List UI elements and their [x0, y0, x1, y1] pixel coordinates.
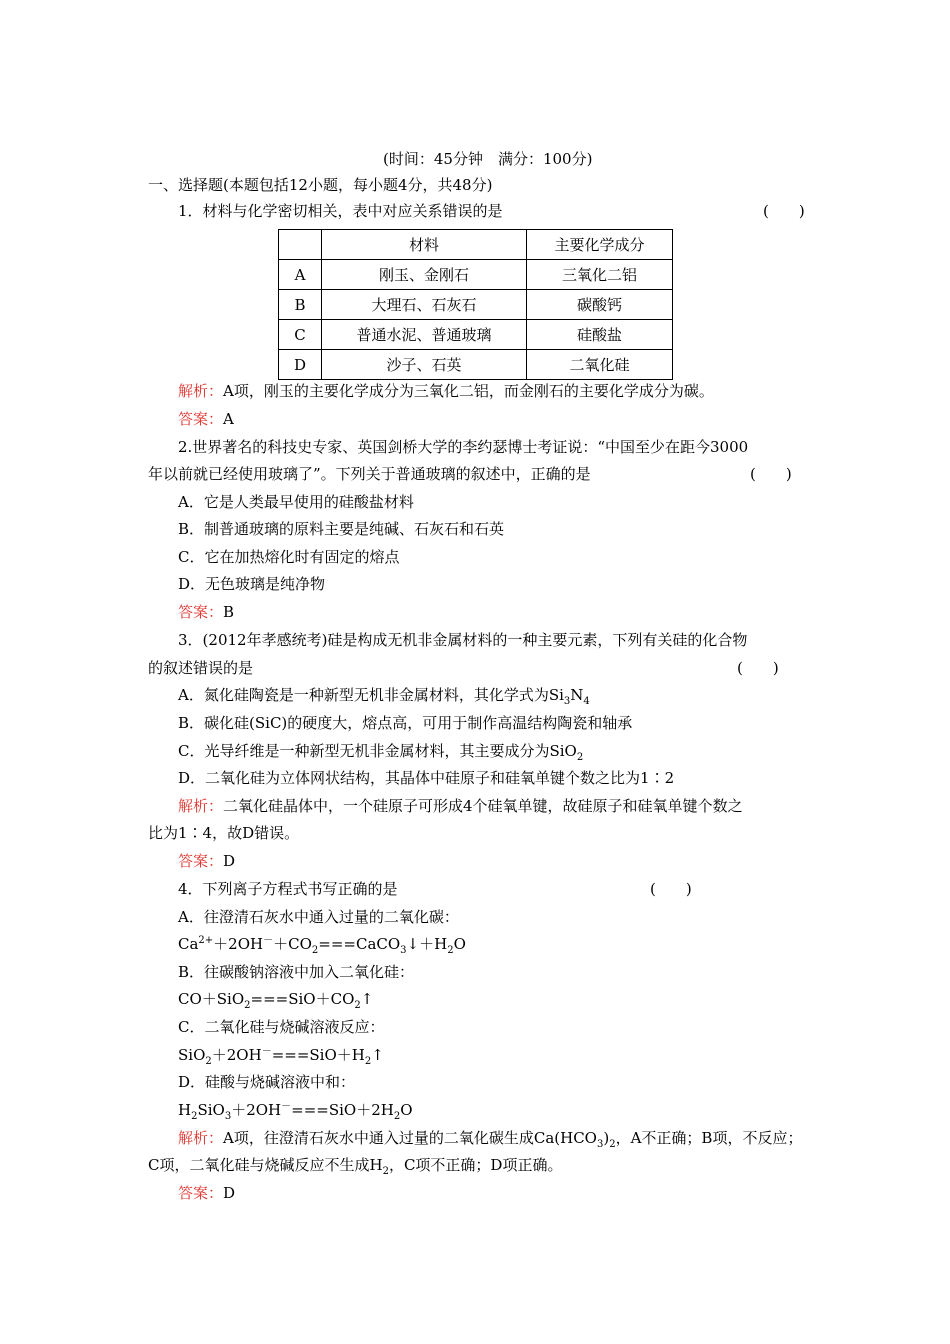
- table-cell: 普通水泥、普通玻璃: [322, 320, 527, 350]
- table-cell: B: [279, 290, 322, 320]
- analysis-text: 二氧化硅晶体中，一个硅原子可形成4个硅氧单键，故硅原子和硅氧单键个数之: [223, 797, 743, 815]
- section-heading: 一、选择题(本题包括12小题，每小题4分，共48分): [148, 176, 493, 194]
- superscript: 2+: [198, 935, 214, 946]
- q3-answer-paren: ( ): [737, 659, 779, 677]
- subscript: 2: [576, 752, 584, 763]
- table-row: [279, 260, 673, 290]
- table-header-cell: [279, 230, 322, 260]
- subscript: 2: [364, 1056, 372, 1067]
- q4-equation-c: [178, 1045, 384, 1065]
- equation-text: ＋CO: [273, 935, 312, 953]
- table-row: [279, 290, 673, 320]
- q4-stem: 4．下列离子方程式书写正确的是: [178, 880, 398, 898]
- q4-option-d: D．硅酸与烧碱溶液中和：: [178, 1073, 356, 1091]
- materials-table: [278, 229, 673, 380]
- q4-analysis-line1: [178, 1128, 802, 1148]
- subscript: 3: [563, 696, 571, 707]
- q3-answer: [178, 851, 235, 871]
- equation-text: ↓＋H: [406, 935, 448, 953]
- analysis-label: 解析：: [178, 1129, 224, 1147]
- subscript: 3: [400, 945, 407, 956]
- option-text: C．光导纤维是一种新型无机非金属材料，其主要成分为SiO: [178, 742, 577, 760]
- equation-text: H: [178, 1101, 192, 1119]
- time-info: (时间：45分钟 满分：100分): [383, 150, 593, 168]
- q4-equation-b: [178, 989, 373, 1009]
- q3-option-b: B．碳化硅(SiC)的硬度大，熔点高，可用于制作高温结构陶瓷和轴承: [178, 714, 633, 732]
- subscript: 2: [382, 1166, 389, 1177]
- superscript: －: [281, 1101, 292, 1112]
- q3-option-d: D．二氧化硅为立体网状结构，其晶体中硅原子和硅氧单键个数之比为1∶2: [178, 769, 675, 787]
- subscript: 2: [447, 945, 454, 956]
- q3-option-a: [178, 685, 590, 705]
- answer-value: D: [223, 1184, 236, 1202]
- answer-value: A: [223, 410, 234, 428]
- table-cell: 沙子、石英: [322, 350, 527, 380]
- equation-text: ===SiO＋H: [271, 1046, 365, 1064]
- answer-value: B: [223, 603, 235, 621]
- q2-stem-line2: 年以前就已经使用玻璃了”。下列关于普通玻璃的叙述中，正确的是: [148, 465, 591, 483]
- q2-option-b: B．制普通玻璃的原料主要是纯碱、石灰石和石英: [178, 520, 505, 538]
- equation-text: ＋2OH: [211, 1046, 262, 1064]
- q3-analysis-line2: 比为1∶4，故D错误。: [148, 824, 300, 842]
- subscript: 2: [609, 1139, 616, 1150]
- subscript: 2: [205, 1056, 212, 1067]
- equation-text: ===SiO＋CO: [250, 990, 355, 1008]
- table-row: [279, 350, 673, 380]
- q2-answer: [178, 602, 234, 622]
- q1-answer: [178, 409, 234, 429]
- subscript: 3: [224, 1111, 232, 1122]
- table-cell: D: [279, 350, 322, 380]
- option-text: A．氮化硅陶瓷是一种新型无机非金属材料，其化学式为Si: [178, 686, 564, 704]
- equation-text: ===SiO＋2H: [291, 1101, 394, 1119]
- analysis-text: C项，二氧化硅与烧碱反应不生成H: [148, 1156, 383, 1174]
- q4-answer: [178, 1183, 235, 1203]
- table-header-cell: 材料: [322, 230, 527, 260]
- q3-stem-line1: 3．(2012年孝感统考)硅是构成无机非金属材料的一种主要元素，下列有关硅的化合物: [178, 631, 748, 649]
- equation-text: ↑: [360, 990, 374, 1008]
- analysis-label: 解析：: [178, 382, 224, 400]
- superscript: －: [263, 935, 274, 946]
- subscript: 3: [596, 1139, 604, 1150]
- q2-answer-paren: ( ): [750, 465, 792, 483]
- table-cell: 刚玉、金刚石: [322, 260, 527, 290]
- q4-analysis-line2: [148, 1155, 562, 1175]
- q2-option-a: A．它是人类最早使用的硅酸盐材料: [178, 493, 414, 511]
- equation-text: O: [453, 935, 466, 953]
- table-row: [279, 320, 673, 350]
- q4-answer-paren: ( ): [650, 880, 692, 898]
- table-header-cell: 主要化学成分: [527, 230, 673, 260]
- q4-equation-a: [178, 934, 466, 954]
- analysis-text: ): [603, 1129, 610, 1147]
- subscript: 2: [354, 1000, 361, 1011]
- subscript: 2: [393, 1111, 401, 1122]
- answer-label: 答案：: [178, 603, 224, 621]
- q1-analysis: [178, 381, 714, 401]
- analysis-label: 解析：: [178, 797, 224, 815]
- q4-option-a: A．往澄清石灰水中通入过量的二氧化碳：: [178, 908, 459, 926]
- answer-label: 答案：: [178, 852, 224, 870]
- answer-label: 答案：: [178, 1184, 224, 1202]
- answer-label: 答案：: [178, 410, 224, 428]
- equation-text: ＋2OH: [213, 935, 264, 953]
- q4-option-c: C．二氧化硅与烧碱溶液反应：: [178, 1018, 385, 1036]
- equation-text: CO＋SiO: [178, 990, 245, 1008]
- q3-option-c: [178, 741, 583, 761]
- equation-text: ↑: [371, 1046, 384, 1064]
- equation-text: SiO: [197, 1101, 225, 1119]
- q4-option-b: B．往碳酸钠溶液中加入二氧化硅：: [178, 963, 415, 981]
- option-text: N: [570, 686, 584, 704]
- table-cell: C: [279, 320, 322, 350]
- equation-text: ===CaCO: [318, 935, 401, 953]
- analysis-text: ，A不正确；B项，不反应；: [615, 1129, 803, 1147]
- table-cell: 碳酸钙: [527, 290, 673, 320]
- q3-analysis-line1: [178, 796, 743, 816]
- analysis-text: A项，往澄清石灰水中通入过量的二氧化碳生成Ca(HCO: [223, 1129, 597, 1147]
- table-cell: 三氧化二铝: [527, 260, 673, 290]
- analysis-text: ，C项不正确；D项正确。: [388, 1156, 563, 1174]
- q1-answer-paren: ( ): [763, 202, 805, 220]
- equation-text: Ca: [178, 935, 199, 953]
- equation-text: SiO: [178, 1046, 206, 1064]
- table-cell: 硅酸盐: [527, 320, 673, 350]
- subscript: 4: [583, 696, 590, 707]
- table-cell: 大理石、石灰石: [322, 290, 527, 320]
- equation-text: O: [400, 1101, 413, 1119]
- table-cell: 二氧化硅: [527, 350, 673, 380]
- q4-equation-d: [178, 1100, 413, 1120]
- table-cell: A: [279, 260, 322, 290]
- q2-stem-line1: 2.世界著名的科技史专家、英国剑桥大学的李约瑟博士考证说：“中国至少在距今3000: [178, 438, 749, 456]
- q2-option-d: D．无色玻璃是纯净物: [178, 575, 326, 593]
- subscript: 2: [191, 1111, 198, 1122]
- answer-value: D: [223, 852, 236, 870]
- q1-stem: 1．材料与化学密切相关，表中对应关系错误的是: [178, 202, 503, 220]
- subscript: 2: [244, 1000, 251, 1011]
- equation-text: ＋2OH: [231, 1101, 282, 1119]
- q3-stem-line2: 的叙述错误的是: [148, 659, 254, 677]
- q2-option-c: C．它在加热熔化时有固定的熔点: [178, 548, 400, 566]
- superscript: －: [261, 1046, 272, 1057]
- subscript: 2: [311, 945, 319, 956]
- table-header-row: [279, 230, 673, 260]
- analysis-text: A项，刚玉的主要化学成分为三氧化二铝，而金刚石的主要化学成分为碳。: [223, 382, 714, 400]
